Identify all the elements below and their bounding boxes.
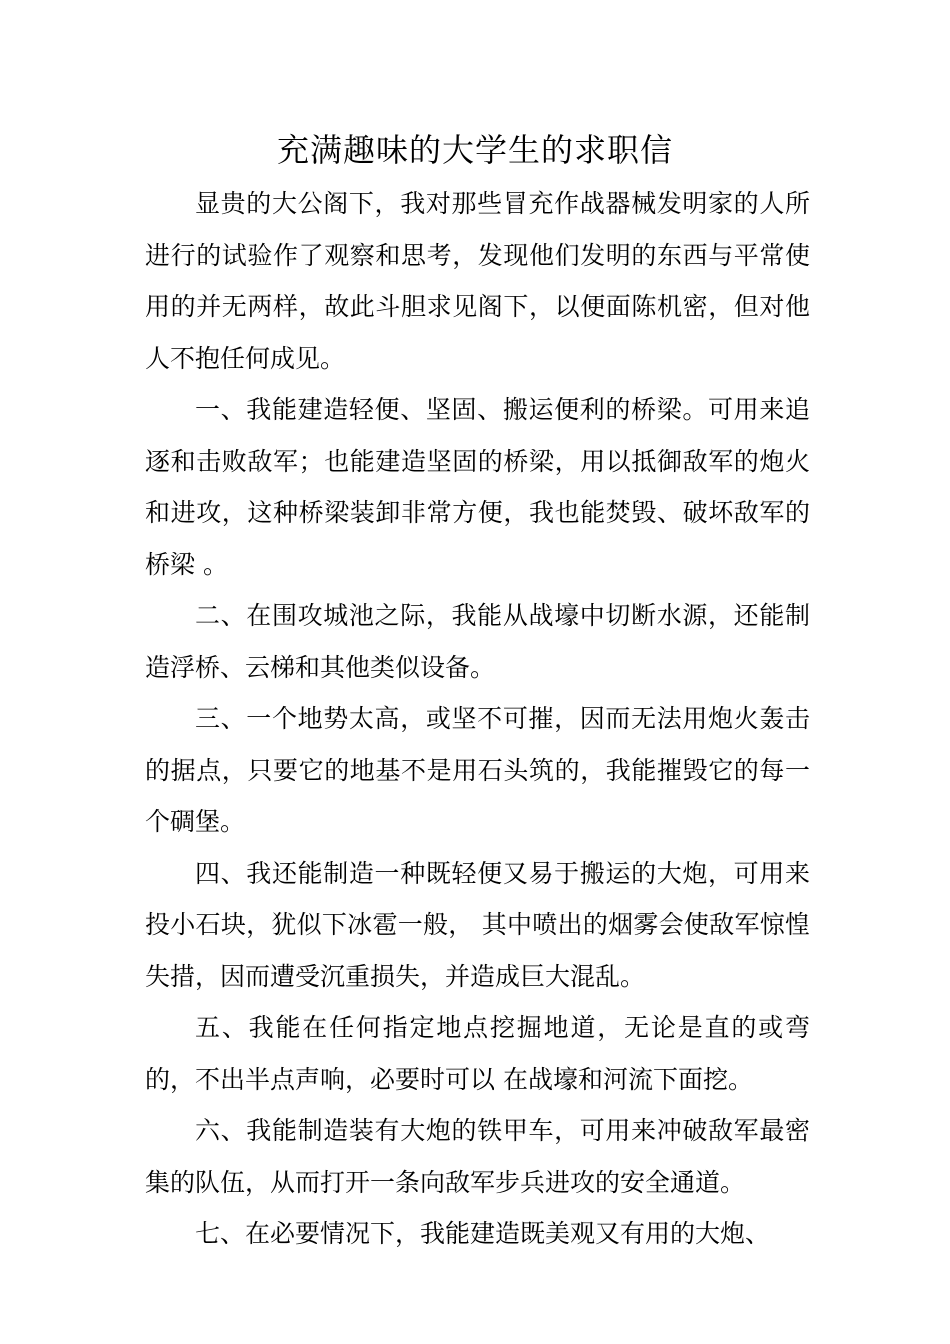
paragraph-item-4: 四、我还能制造一种既轻便又易于搬运的大炮，可用来投小石块，犹似下冰雹一般， 其中喷出的烟雾会使敌军惊惶失措，因而遭受沉重损失，并造成巨大混乱。 [145,858,810,991]
paragraph-item-2: 二、在围攻城池之际，我能从战壕中切断水源，还能制造浮桥、云梯和其他类似设备。 [145,601,810,682]
paragraph-item-5: 五、我能在任何指定地点挖掘地道，无论是直的或弯的，不出半点声响，必要时可以 在战壕和河流下面挖。 [145,1013,810,1094]
paragraph-salutation: 显贵的大公阁下，我对那些冒充作战器械发明家的人所进行的试验作了观察和思考，发现他们发明的东西与平常使用的并无两样，故此斗胆求见阁下，以便面陈机密，但对他人不抱任何成见。 [145,189,810,373]
paragraph-item-3: 三、一个地势太高，或坚不可摧，因而无法用炮火轰击的据点，只要它的地基不是用石头筑的，我能摧毁它的每一个碉堡。 [145,704,810,836]
paragraph-item-6: 六、我能制造装有大炮的铁甲车，可用来冲破敌军最密集的队伍，从而打开一条向敌军步兵进攻的安全通道。 [145,1116,810,1197]
document-body [145,178,810,1260]
paragraph-item-1: 一、我能建造轻便、坚固、搬运便利的桥梁。可用来追逐和击败敌军；也能建造坚固的桥梁，用以抵御敌军的炮火和进攻，这种桥梁装卸非常方便，我也能焚毁、破坏敌军的桥梁 。 [145,395,810,579]
paragraph-item-7: 七、在必要情况下，我能建造既美观又有用的大炮、 [195,1219,771,1248]
document-title: 充满趣味的大学生的求职信 [276,131,673,169]
